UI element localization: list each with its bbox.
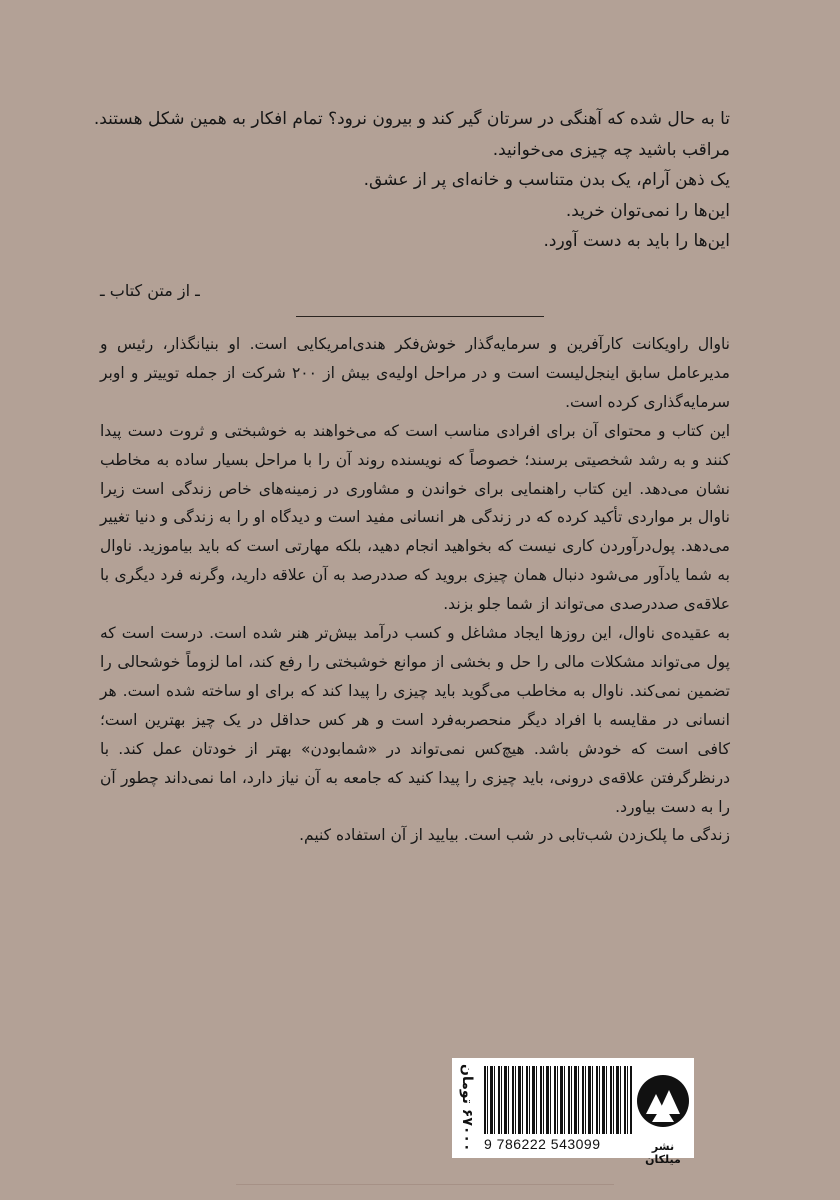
book-description: [100, 330, 730, 850]
quote-line: یک ذهن آرام، یک بدن متناسب و خانه‌ای پر از عشق.: [363, 170, 730, 191]
publisher-logo-icon: [636, 1064, 690, 1138]
description-paragraph: ناوال راویکانت کارآفرین و سرمایه‌گذار خوش‌فکر هندی‌امریکایی است. او بنیانگذار، رئیس و مدیرعامل سابق اینجل‌لیست است و در مراحل اولیه‌ی بیش از ۲۰۰ شرکت از جمله توییتر و اوبر سرمایه‌گذاری کرده است.: [100, 335, 730, 411]
price-label: ۶۷۰۰۰ تومان: [459, 1064, 475, 1152]
barcode-sticker: [452, 1058, 694, 1166]
quote-source: ـ از متن کتاب ـ: [100, 281, 200, 300]
section-divider: [296, 316, 544, 317]
quote-line: مراقب باشید چه چیزی می‌خوانید.: [492, 139, 730, 160]
description-paragraph: این کتاب و محتوای آن برای افرادی مناسب است که می‌خواهند به خوشبختی و ثروت دست پیدا کنند و به رشد شخصیتی برسند؛ خصوصاً که نویسنده روند آن را با مراحل بسیار ساده به مخاطب نشان می‌دهد. این کتاب راهنمایی برای خواندن و مشاوری در زمینه‌های خاص زندگی است زیرا ناوال بر مواردی تأکید کرده که در زندگی هر انسانی مفید است و دیدگاه او را به زندگی و دنیا تغییر می‌دهد. پول‌درآوردن کاری نیست که بخواهید انجام دهید، بلکه مهارتی است که باید بیاموزید. ناوال به شما یادآور می‌شود دنبال همان چیزی بروید که صددرصد به آن علاقه دارید، وگرنه فرد دیگری با علاقه‌ی صددرصدی می‌تواند از شما جلو بزند.: [100, 421, 730, 614]
quote-line: این‌ها را نمی‌توان خرید.: [565, 200, 730, 221]
bottom-rule: [236, 1184, 614, 1185]
back-cover-quote: [93, 104, 730, 257]
isbn-number: 9 786222 543099: [484, 1136, 601, 1152]
quote-line: این‌ها را باید به دست آورد.: [543, 231, 730, 252]
publisher-name: نشر میلکان: [645, 1140, 681, 1166]
description-paragraph: زندگی ما پلک‌زدن شب‌تابی در شب است. بیایید از آن استفاده کنیم.: [299, 826, 730, 845]
barcode-bars: [484, 1066, 632, 1134]
description-paragraph: به عقیده‌ی ناوال، این روزها ایجاد مشاغل و کسب درآمد بیش‌تر هنر شده است. درست است که پول می‌تواند مشکلات مالی را حل و بخشی از موانع خوشبختی را رفع کند، اما لزوماً خوشحالی را تضمین نمی‌کند. ناوال به مخاطب می‌گوید باید چیزی را پیدا کند که برای او ساخته شده است. هر انسانی در مقایسه با افراد دیگر منحصربه‌فرد است و هر کس حداقل در یک چیز بهترین است؛ کافی است که خودش باشد. هیچ‌کس نمی‌تواند در «شمابودن» بهتر از خودتان عمل کند. با درنظرگرفتن علاقه‌ی درونی، باید چیزی را پیدا کنید که جامعه به آن نیاز دارد، اما نمی‌داند چطور آن را به دست بیاورد.: [100, 624, 730, 816]
quote-line: تا به حال شده که آهنگی در سرتان گیر کند و بیرون نرود؟ تمام افکار به همین شکل هستند.: [93, 109, 730, 129]
